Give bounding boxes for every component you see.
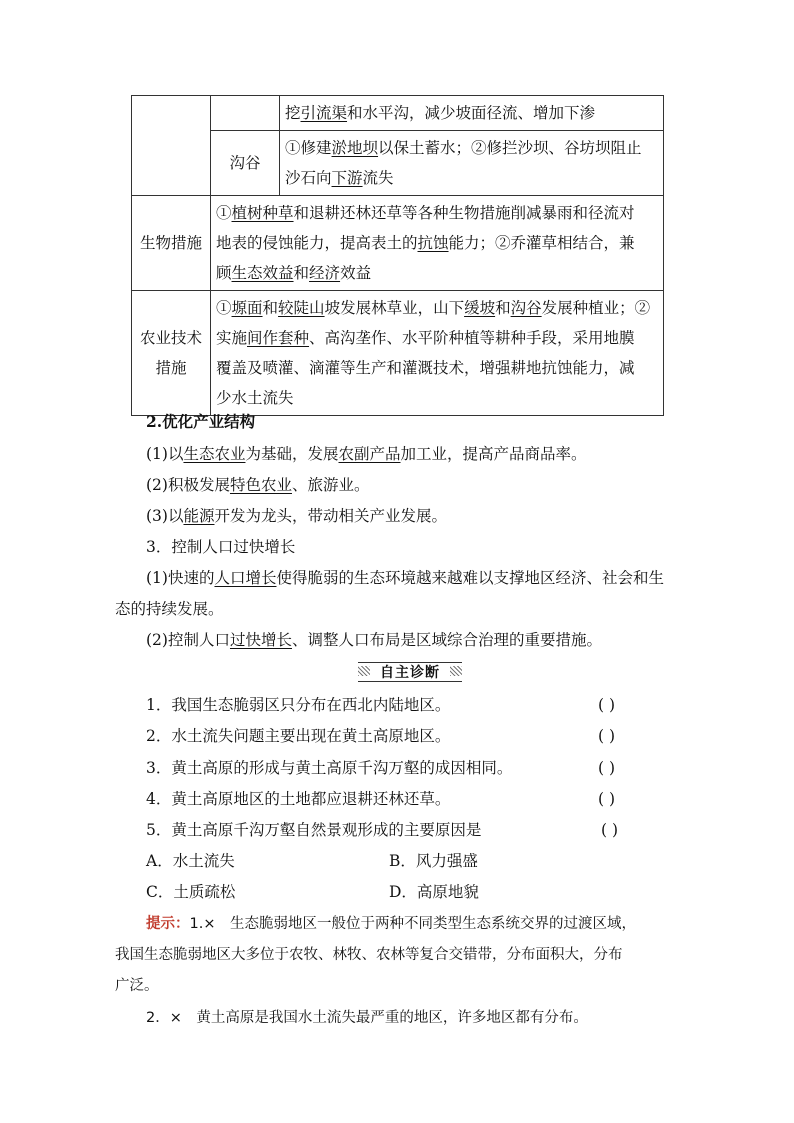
self-diagnosis-banner: 自主诊断 xyxy=(358,662,462,682)
table-row xyxy=(132,291,664,416)
section-2-item-1: (1)以生态农业为基础，发展农副产品加工业，提高产品商品率。 xyxy=(146,445,587,463)
section-3-item-1: (1)快速的人口增长使得脆弱的生态环境越来越难以支撑地区经济、社会和生 xyxy=(146,569,664,587)
section-3-item-2: (2)控制人口过快增长、调整人口布局是区域综合治理的重要措施。 xyxy=(146,631,602,649)
answer-paren: ( ) xyxy=(598,790,616,808)
question-4: 4．黄土高原地区的土地都应退耕还林还草。 xyxy=(146,790,451,808)
hint-answer-2: 2．× 黄土高原是我国水土流失最严重的地区，许多地区都有分布。 xyxy=(146,1010,588,1026)
answer-paren: ( ) xyxy=(598,696,616,714)
question-3: 3．黄土高原的形成与黄土高原千沟万壑的成因相同。 xyxy=(146,759,513,777)
section-2-title: 2.优化产业结构 xyxy=(146,412,256,431)
table-cell-empty xyxy=(132,96,211,196)
hint-answer-1-cont: 我国生态脆弱地区大多位于农牧、林牧、农林等复合交错带，分布面积大，分布 xyxy=(115,947,623,963)
section-3-item-1-cont: 态的持续发展。 xyxy=(115,600,224,618)
question-2: 2．水土流失问题主要出现在黄土高原地区。 xyxy=(146,727,451,745)
table-cell-label: 沟谷 xyxy=(211,131,280,196)
answer-paren: ( ) xyxy=(601,821,619,839)
section-2-item-2: (2)积极发展特色农业、旅游业。 xyxy=(146,476,370,494)
table-cell-text: ①植树种草和退耕还林还草等各种生物措施削减暴雨和径流对 地表的侵蚀能力，提高表土的抗蚀能力；②乔灌草相结合，兼 顾生态效益和经济效益 xyxy=(211,196,664,291)
section-2-item-3: (3)以能源开发为龙头，带动相关产业发展。 xyxy=(146,507,447,525)
hint-answer-1: 提示：1.× 生态脆弱地区一般位于两种不同类型生态系统交界的过渡区域， xyxy=(146,916,636,932)
option-b: B．风力强盛 xyxy=(389,852,478,870)
section-3-title: 3．控制人口过快增长 xyxy=(146,538,296,556)
table-cell-empty xyxy=(211,96,280,131)
measures-table xyxy=(131,95,664,416)
question-5: 5．黄土高原千沟万壑自然景观形成的主要原因是 xyxy=(146,821,482,839)
table-cell-text: ①塬面和较陡山坡发展林草业，山下缓坡和沟谷发展种植业；② 实施间作套种、高沟垄作、水平阶种植等耕种手段，采用地膜 覆盖及喷灌、滴灌等生产和灌溉技术，增强耕地抗蚀能力，减 少水土流失 xyxy=(211,291,664,416)
hint-answer-1-cont: 广泛。 xyxy=(115,978,159,994)
table-cell-label: 农业技术 措施 xyxy=(132,291,211,416)
table-cell-label: 生物措施 xyxy=(132,196,211,291)
answer-paren: ( ) xyxy=(598,759,616,777)
table-row xyxy=(132,131,664,196)
question-1: 1．我国生态脆弱区只分布在西北内陆地区。 xyxy=(146,696,451,714)
table-cell-text: 挖引流渠和水平沟，减少坡面径流、增加下渗 xyxy=(280,96,664,131)
hint-label: 提示： xyxy=(146,916,190,932)
option-d: D．高原地貌 xyxy=(389,883,479,901)
option-c: C．土质疏松 xyxy=(146,883,236,901)
answer-paren: ( ) xyxy=(598,727,616,745)
table-cell-text: ①修建淤地坝以保土蓄水；②修拦沙坝、谷坊坝阻止 沙石向下游流失 xyxy=(280,131,664,196)
table-row xyxy=(132,196,664,291)
table-row xyxy=(132,96,664,131)
option-a: A．水土流失 xyxy=(146,852,235,870)
